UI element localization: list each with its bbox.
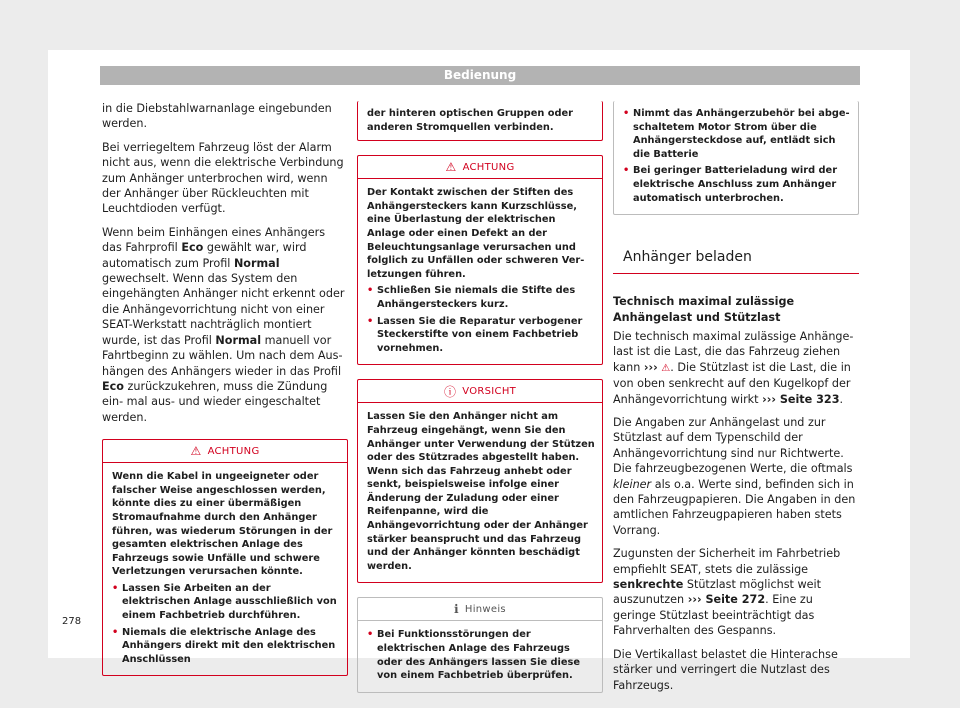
paragraph: Zugunsten der Sicherheit im Fahrbetrieb empfiehlt SEAT, stets die zulässige senkrechte Stützlast möglichst weit auszunutzen ››› Seite 272. Eine zu geringe Stützlast beeinträchtigt das Fahrverhalten des Gespanns. — [613, 547, 841, 638]
note-header — [358, 598, 602, 621]
warning-label: ACHTUNG — [462, 161, 515, 173]
cross-reference-link[interactable]: ››› Seite 272 — [687, 593, 766, 607]
warning-text: Wenn die Kabel in ungeeigneter oder falscher Weise angeschlossen werden, könnte dies zu einer übermäßigen Stromaufnahme durch den Anhänger führen, was wiederum Störungen in der gesamten elektrischen Anlage des Fahrzeugs sowie Unfälle und schwere Verletzungen verursachen könnte. — [112, 471, 333, 578]
warning-text: Der Kontakt zwischen der Stiften des Anhängersteckers kann Kurzschlüsse, eine Überlastung der elektrischen Anlage oder einen Defekt an der Beleuchtungsanlage verursachen und folglich zu Unfällen oder schweren Verletzungen führen. — [367, 187, 585, 280]
page-header: Bedienung — [100, 66, 860, 85]
caution-body — [358, 403, 602, 582]
page-number: 278 — [62, 616, 82, 627]
paragraph: Wenn beim Einhängen eines Anhängers das Fahrprofil Eco gewählt war, wird automatisch zum Profil Normal gewechselt. Wenn das System den eingehängten Anhänger nicht erkennt oder die Anhängevorrichtung nicht von einer SEAT-Werkstatt nachträglich montiert wurde, ist das Profil Normal manuell vor Fahrtbeginn zu wählen. Um nach dem Aushängen des Anhängers wieder in das Profil Eco zurückzukehren, muss die Zündung ein- mal aus- und wieder eingeschaltet werden. — [102, 225, 345, 424]
column-left — [102, 101, 348, 688]
cross-reference-link[interactable]: ››› Seite 323 — [762, 392, 840, 406]
warning-label: ACHTUNG — [207, 445, 260, 457]
caution-text: Lassen Sie den Anhänger nicht am Fahrzeug eingehängt, wenn Sie den Anhänger unter Verwendung der Stützen oder des Stützrades abgestellt haben. Wenn sich das Fahrzeug anhebt oder senkt, beispielsweise infolge einer Änderung der Zuladung oder einer Reifenpanne, wird die Anhängevorrichtung oder der Anhänger stärker beansprucht und das Fahrzeug und der Anhänger könnten beschädigt werden. — [367, 411, 595, 572]
caution-label: VORSICHT — [462, 385, 517, 397]
note-body — [614, 101, 858, 214]
info-icon: ℹ — [454, 602, 459, 617]
list-item: • Niemals die elektrische Anlage des Anhängers direkt mit den elektrischen Anschlüssen — [112, 626, 336, 665]
warning-body — [358, 179, 602, 364]
warning-continued-text: der hinteren optischen Gruppen oder anderen Stromquellen verbinden. — [367, 108, 573, 133]
warning-header — [103, 440, 347, 463]
warning-triangle-icon: ⚠ — [190, 444, 202, 459]
warning-triangle-icon: ⚠ — [661, 362, 671, 374]
list-item: • Lassen Sie die Reparatur verbogener Steckerstifte von einem Fachbetrieb vornehmen. — [367, 315, 583, 354]
list-item: • Lassen Sie Arbeiten an der elektrischen Anlage ausschließlich von einem Fachbetrieb durchführen. — [112, 582, 337, 622]
note-body — [358, 621, 602, 691]
caution-circle-icon: ⓘ — [443, 384, 457, 399]
caution-box — [357, 379, 603, 583]
column-middle — [357, 101, 603, 705]
cross-reference-link[interactable]: ››› — [643, 360, 658, 374]
list-item: • Bei geringer Batterieladung wird der elektrische Anschluss zum Anhänger automatisch unterbrochen. — [623, 165, 838, 204]
list-item: • Schließen Sie niemals die Stifte des Anhängersteckers kurz. — [367, 285, 576, 310]
paragraph: Bei verriegeltem Fahrzeug löst der Alarm nicht aus, wenn die elektrische Verbindung zum Anhänger unterbrochen wird, wenn der Anhänger über Rückleuchten mit Leuchtdioden verfügt. — [102, 140, 344, 216]
paragraph: in die Diebstahlwarnanlage eingebunden werden. — [102, 102, 332, 131]
warning-header — [358, 156, 602, 179]
list-item: • Bei Funktionsstörungen der elektrischen Anlage des Fahrzeugs oder des Anhängers lassen Sie diese von einem Fachbetrieb überprüfen. — [367, 629, 580, 682]
note-box — [357, 597, 603, 692]
subheading: Technisch maximal zulässige Anhängelast und Stützlast — [613, 295, 795, 324]
warning-box — [357, 155, 603, 365]
paragraph: Die technisch maximal zulässige Anhängelast ist die Last, die das Fahrzeug ziehen kann ››› ⚠. Die Stützlast ist die Last, die in von oben senkrecht auf den Kugelkopf der Anhängevorrichtung wirkt ››› Seite 323. — [613, 329, 854, 406]
note-label: Hinweis — [464, 603, 506, 615]
warning-box-continued — [357, 101, 603, 141]
paragraph: Die Angaben zur Anhängelast und zur Stützlast auf dem Typenschild der Anhängevorrichtung sind nur Richtwerte. Die fahrzeugbezogenen Werte, die oftmals kleiner als o.a. Werte sind, befinden sich in den Fahrzeugpapieren. Die Angaben in den amtlichen Fahrzeugpapieren haben stets Vorrang. — [613, 416, 856, 537]
warning-triangle-icon: ⚠ — [445, 160, 457, 175]
warning-box — [102, 439, 348, 676]
column-right — [613, 101, 859, 701]
caution-header — [358, 380, 602, 403]
note-box-continued — [613, 101, 859, 215]
paragraph: Die Vertikallast belastet die Hinterachse stärker und verringert die Nutzlast des Fahrzeugs. — [613, 647, 838, 692]
warning-body — [103, 463, 347, 675]
list-item: • Nimmt das Anhängerzubehör bei abgeschaltetem Motor Strom über die Anhängersteckdose auf, entlädt sich die Batterie — [623, 108, 850, 160]
section-title: Anhänger beladen — [613, 249, 859, 274]
